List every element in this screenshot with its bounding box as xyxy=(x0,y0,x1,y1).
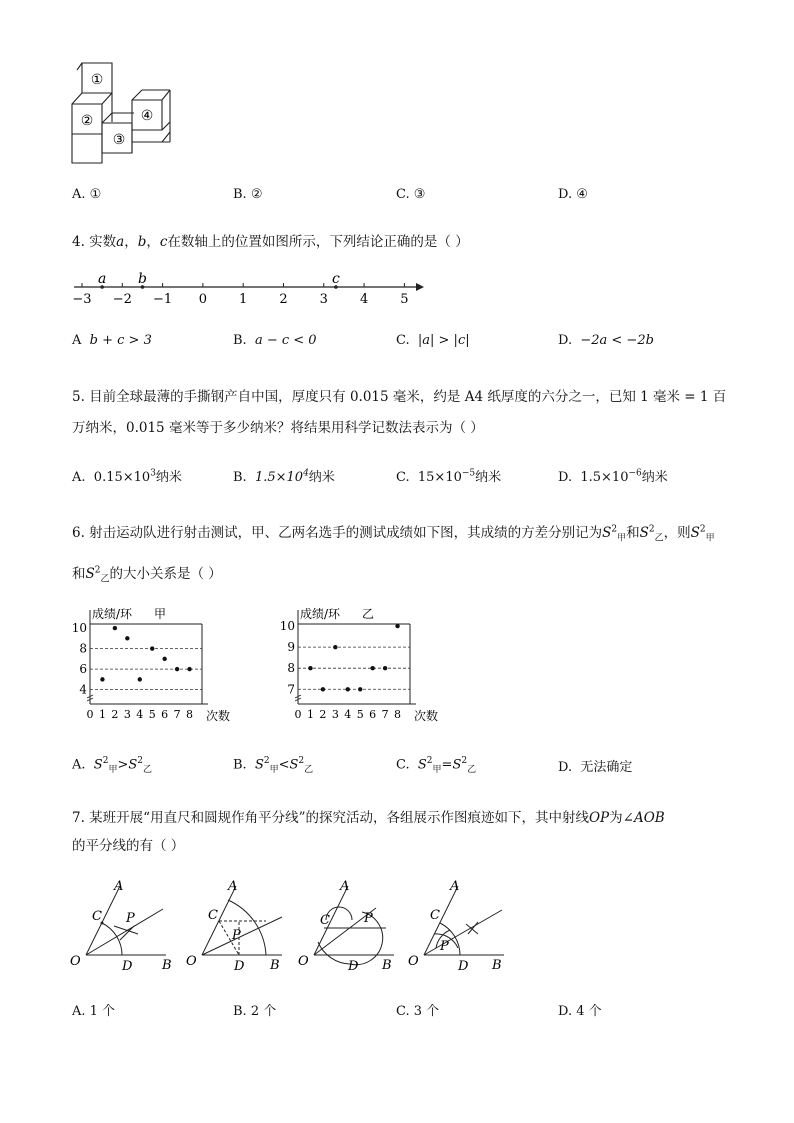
q4-option-d[interactable]: D. −2a < −2b xyxy=(558,333,654,348)
chart-point xyxy=(138,677,142,681)
chart-point xyxy=(175,667,179,671)
chart-point xyxy=(150,646,154,650)
chart-jia xyxy=(68,604,248,726)
svg-text:D: D xyxy=(348,959,359,972)
q4-option-c[interactable]: C. |a| > |c| xyxy=(396,333,470,348)
svg-text:C: C xyxy=(92,909,102,924)
svg-text:P: P xyxy=(364,911,373,926)
chart-point xyxy=(321,687,325,691)
chart-x-tick-label: 8 xyxy=(394,708,402,721)
chart-point xyxy=(333,645,337,649)
svg-text:C: C xyxy=(320,913,330,928)
q6-option-b[interactable]: B. $S^2_甲<S^2_乙$ xyxy=(233,756,314,775)
svg-text:D: D xyxy=(234,959,245,972)
chart-x-tick-label: 7 xyxy=(381,708,389,721)
svg-text:D: D xyxy=(458,959,469,972)
q7-option-b[interactable]: B. 2 个 xyxy=(233,1004,277,1019)
number-line-point-label-c: c xyxy=(331,271,340,287)
q5-option-b[interactable]: B. $1.5\times 10^4$纳米 xyxy=(233,468,335,485)
q7-stem-line2: 的平分线的有（ ） xyxy=(72,838,185,854)
chart-x-tick-label: 6 xyxy=(369,708,377,721)
svg-text:A: A xyxy=(340,879,350,894)
number-line xyxy=(68,266,428,310)
chart-x-tick-label: 1 xyxy=(306,708,314,721)
q5-stem-line1: 5. 目前全球最薄的手撕钢产自中国，厚度只有 0.015 毫米，约是 A4 纸厚度的六分之一，已知 1 毫米 = 1 百 xyxy=(72,389,727,405)
chart-point xyxy=(308,666,312,670)
svg-text:B: B xyxy=(270,958,280,972)
svg-text:A: A xyxy=(114,879,124,894)
chart-y-tick-label: 4 xyxy=(79,682,87,697)
chart-point xyxy=(113,626,117,630)
chart-x-tick-label: 3 xyxy=(123,708,131,721)
chart-y-tick-label: 9 xyxy=(287,640,295,655)
number-line-point-label-b: b xyxy=(137,271,147,287)
chart-x-tick-label: 8 xyxy=(186,708,194,721)
svg-text:O: O xyxy=(298,954,309,969)
chart-y-tick-label: 10 xyxy=(71,621,87,636)
number-line-tick-label: 2 xyxy=(279,292,288,307)
construction-figure-3 xyxy=(296,872,406,972)
number-line-tick-label: 4 xyxy=(359,292,369,307)
cube-label-3: ③ xyxy=(112,132,126,148)
chart-y-tick-label: 8 xyxy=(287,661,295,676)
chart-y-label: 成绩/环 xyxy=(300,607,341,621)
chart-point xyxy=(395,624,399,628)
q5-stem-line2: 万纳米，0.015 毫米等于多少纳米？将结果用科学记数法表示为（ ） xyxy=(72,420,484,436)
q3-option-c[interactable]: C. ③ xyxy=(396,187,426,202)
svg-text:O: O xyxy=(70,954,81,969)
chart-x-tick-label: 4 xyxy=(136,708,144,721)
q7-stem-line1: 7. 某班开展“用直尺和圆规作角平分线”的探究活动，各组展示作图痕迹如下，其中射线OP为∠AOB xyxy=(72,810,665,826)
chart-point xyxy=(370,666,374,670)
cube-label-1: ① xyxy=(90,72,104,88)
chart-point xyxy=(100,677,104,681)
chart-x-tick-label: 5 xyxy=(148,708,156,721)
chart-point xyxy=(125,636,129,640)
cube-stack-figure xyxy=(70,60,174,166)
q4-option-a[interactable]: A b + c > 3 xyxy=(72,333,152,348)
number-line-tick-label: 5 xyxy=(400,292,409,307)
chart-x-tick-label: 1 xyxy=(98,708,106,721)
number-line-tick-label: −2 xyxy=(112,292,132,307)
q4-stem: 4. 实数𝑎，𝑏，𝑐在数轴上的位置如图所示，下列结论正确的是（ ） xyxy=(72,234,469,250)
chart-point xyxy=(358,687,362,691)
chart-y-tick-label: 8 xyxy=(79,641,87,656)
q6-option-c[interactable]: C. $S^2_甲=S^2_乙$ xyxy=(396,756,477,775)
q3-option-d[interactable]: D. ④ xyxy=(558,187,588,202)
q3-option-b[interactable]: B. ② xyxy=(233,187,263,202)
construction-figure-4 xyxy=(406,872,516,972)
q7-option-a[interactable]: A. 1 个 xyxy=(72,1004,116,1019)
chart-point xyxy=(346,687,350,691)
q5-option-d[interactable]: D. $1.5\times 10^{-6}$纳米 xyxy=(558,468,668,485)
q4-option-b[interactable]: B. a − c < 0 xyxy=(233,333,317,348)
q5-option-c[interactable]: C. $15\times 10^{-5}$纳米 xyxy=(396,468,502,485)
svg-text:A: A xyxy=(450,879,460,894)
number-line-tick-label: −3 xyxy=(72,292,92,307)
chart-x-tick-label: 0 xyxy=(294,708,302,721)
svg-text:B: B xyxy=(162,958,172,972)
chart-x-tick-label: 6 xyxy=(161,708,169,721)
chart-x-tick-label: 4 xyxy=(344,708,352,721)
svg-text:O: O xyxy=(408,954,419,969)
cube-label-2: ② xyxy=(80,113,94,129)
chart-x-label: 次数 xyxy=(414,709,439,723)
q3-option-a[interactable]: A. ① xyxy=(72,187,102,202)
number-line-tick-label: 1 xyxy=(239,292,248,307)
chart-x-tick-label: 5 xyxy=(356,708,364,721)
chart-yi xyxy=(276,604,456,726)
chart-y-label: 成绩/环 xyxy=(92,607,133,621)
svg-text:D: D xyxy=(122,959,133,972)
chart-title: 甲 xyxy=(154,607,167,621)
q7-option-d[interactable]: D. 4 个 xyxy=(558,1004,602,1019)
number-line-tick-label: 3 xyxy=(319,292,328,307)
chart-x-tick-label: 3 xyxy=(331,708,339,721)
chart-title: 乙 xyxy=(362,607,375,621)
construction-figure-2 xyxy=(184,872,294,972)
chart-x-tick-label: 2 xyxy=(111,708,119,721)
q6-option-d[interactable]: D. 无法确定 xyxy=(558,760,633,775)
chart-x-label: 次数 xyxy=(206,709,231,723)
cube-label-4: ④ xyxy=(140,108,154,124)
q6-stem-line2: 和$S^2_乙$的大小关系是（ ） xyxy=(72,565,222,585)
chart-point xyxy=(162,657,166,661)
chart-x-tick-label: 7 xyxy=(173,708,181,721)
number-line-arrow xyxy=(416,283,424,291)
number-line-tick-label: 0 xyxy=(198,292,208,307)
q5-option-a[interactable]: A. $0.15\times 10^3$纳米 xyxy=(72,468,182,485)
svg-text:P: P xyxy=(126,911,135,926)
chart-x-tick-label: 2 xyxy=(319,708,327,721)
q6-option-a[interactable]: A. $S^2_甲>S^2_乙$ xyxy=(72,756,153,775)
chart-point xyxy=(383,666,387,670)
chart-y-tick-label: 6 xyxy=(79,662,87,677)
q6-stem-line1: 6. 射击运动队进行射击测试，甲、乙两名选手的测试成绩如下图，其成绩的方差分别记为$S^2_甲$和$S^2_乙$，则$S^2_甲$ xyxy=(72,524,715,544)
chart-point xyxy=(187,667,191,671)
svg-text:C: C xyxy=(208,908,218,923)
chart-y-tick-label: 7 xyxy=(287,682,295,697)
chart-y-tick-label: 10 xyxy=(279,619,295,634)
svg-text:P: P xyxy=(440,939,449,954)
number-line-point-label-a: a xyxy=(97,271,107,287)
svg-text:B: B xyxy=(492,958,502,972)
svg-text:B: B xyxy=(382,958,392,972)
svg-text:A: A xyxy=(228,879,238,894)
construction-figure-1 xyxy=(68,872,178,972)
q7-option-c[interactable]: C. 3 个 xyxy=(396,1004,440,1019)
number-line-tick-label: −1 xyxy=(153,292,173,307)
svg-text:P: P xyxy=(232,928,241,943)
svg-text:O: O xyxy=(186,954,197,969)
svg-text:C: C xyxy=(430,908,440,923)
chart-x-tick-label: 0 xyxy=(86,708,94,721)
